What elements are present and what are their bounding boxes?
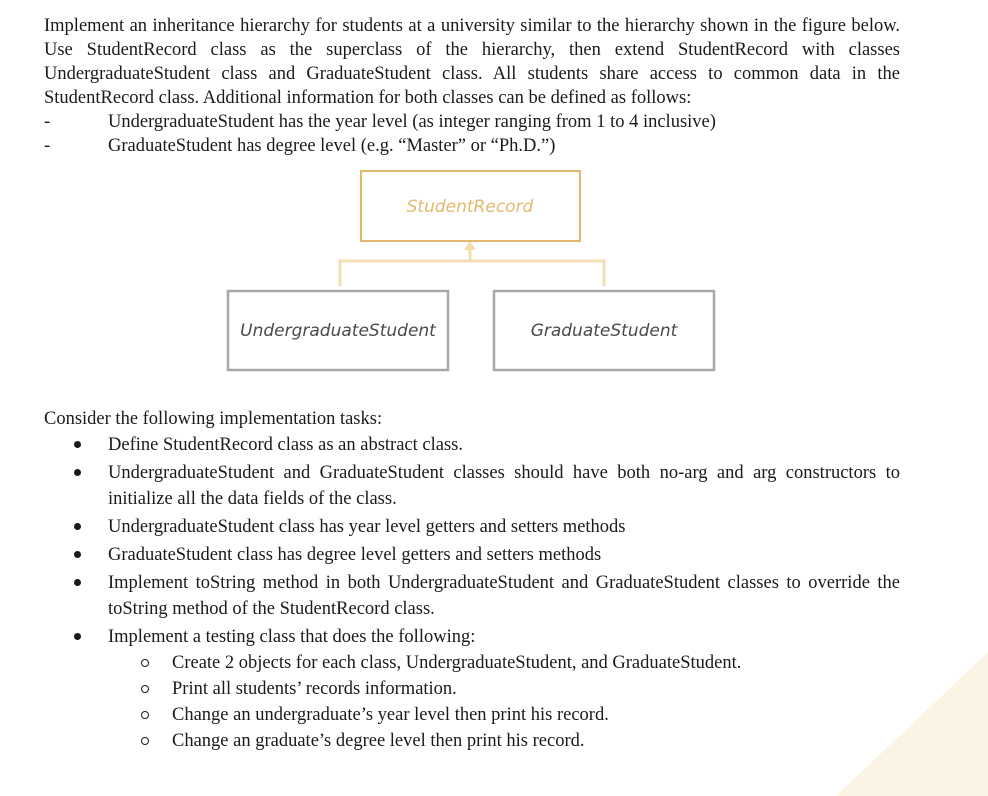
superclass-box [361,171,580,241]
testing-step [108,650,900,676]
testing-step-text: Change an graduate’s degree level then print his record. [172,731,585,751]
task-item [44,624,900,754]
circle-bullet-icon [141,685,149,693]
testing-step-text: Create 2 objects for each class, UndergraduateStudent, and GraduateStudent. [172,653,742,673]
tasks-list [44,432,900,754]
class-hierarchy-diagram [44,168,900,406]
subclass-box-graduate [494,291,714,370]
superclass-label: StudentRecord [406,197,534,217]
bullet-icon [74,441,81,448]
class-details-list [44,110,900,158]
task-item [44,542,900,568]
dash-item-graduate [44,134,900,158]
hierarchy-svg [44,168,900,406]
bullet-icon [74,579,81,586]
bullet-icon [74,523,81,530]
document-body [44,14,900,756]
task-text: UndergraduateStudent class has year level getters and setters methods [108,517,626,537]
circle-bullet-icon [141,737,149,745]
tasks-heading: Consider the following implementation tasks: [44,409,383,429]
bullet-icon [74,633,81,640]
intro-paragraph: Implement an inheritance hierarchy for students at a university similar to the hierarchy shown in the figure below. Use StudentRecord class as the superclass of the hierarchy, then extend StudentRecord with classes UndergraduateStudent class and GraduateStudent class. All students share access to common data in the StudentRecord class. Additional information for both classes can be defined as follows: [44,16,900,108]
task-item [44,570,900,622]
subclass-label: GraduateStudent [530,321,678,341]
testing-step [108,702,900,728]
testing-step-text: Print all students’ records information. [172,679,457,699]
testing-step [108,676,900,702]
task-text: UndergraduateStudent and GraduateStudent classes should have both no-arg and arg constructors to initialize all the data fields of the class. [108,463,900,509]
connector-line [340,261,604,286]
task-text: Define StudentRecord class as an abstract class. [108,435,463,455]
task-item [44,432,900,458]
task-text: Implement a testing class that does the following: [108,627,476,647]
dash-marker: - [44,136,51,156]
task-item [44,514,900,540]
inheritance-arrow-icon [464,241,476,250]
bullet-icon [74,551,81,558]
testing-step [108,728,900,754]
dash-item-text: UndergraduateStudent has the year level (as integer ranging from 1 to 4 inclusive) [108,112,716,132]
subclass-label: UndergraduateStudent [240,321,436,341]
task-text: GraduateStudent class has degree level getters and setters methods [108,545,602,565]
circle-bullet-icon [141,711,149,719]
circle-bullet-icon [141,659,149,667]
dash-item-text: GraduateStudent has degree level (e.g. “Master” or “Ph.D.”) [108,136,556,156]
dash-marker: - [44,112,51,132]
dash-item-undergraduate [44,110,900,134]
testing-step-text: Change an undergraduate’s year level then print his record. [172,705,609,725]
subclass-box-undergraduate [228,291,448,370]
bullet-icon [74,469,81,476]
task-item [44,460,900,512]
task-text: Implement toString method in both UndergraduateStudent and GraduateStudent classes to override the toString method of the StudentRecord class. [108,573,900,619]
testing-steps-list [108,650,900,754]
